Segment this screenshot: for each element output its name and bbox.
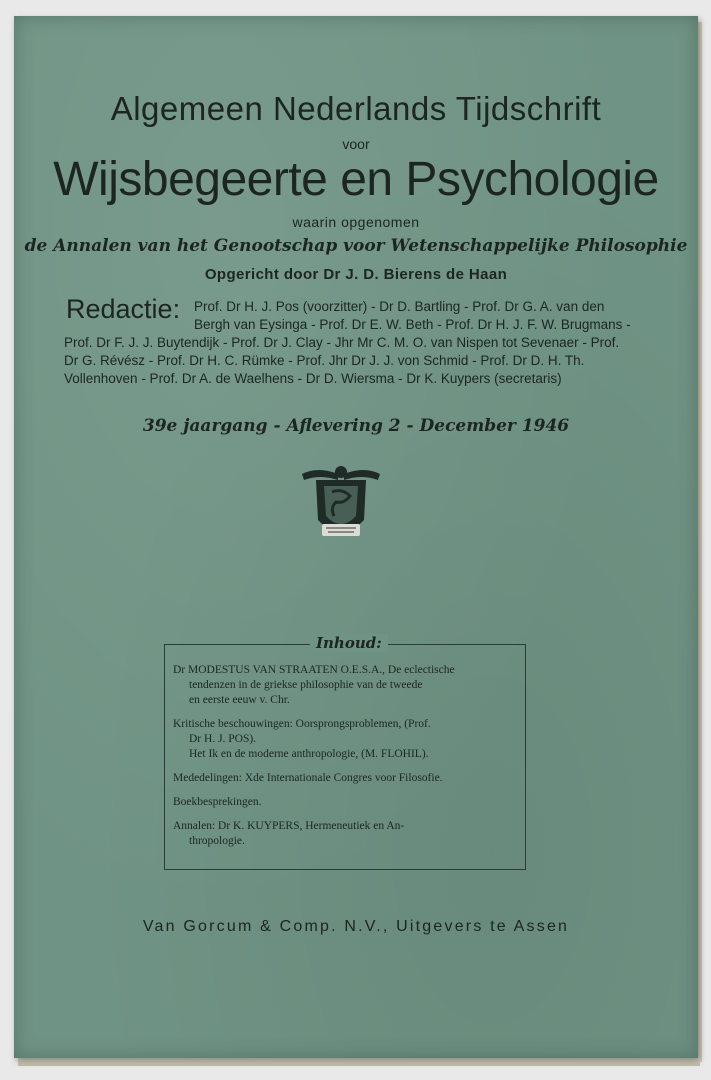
page-edge-bottom <box>18 1058 700 1066</box>
waarin-opgenomen: waarin opgenomen <box>292 214 420 230</box>
annalen-subtitle: de Annalen van het Genootschap voor Wetenschappelijke Philosophie <box>24 236 688 256</box>
redactie-line: Dr G. Révész - Prof. Dr H. C. Rümke - Prof. Jhr Dr J. J. von Schmid - Prof. Dr D. H. Th. <box>64 353 585 368</box>
redactie-line: Prof. Dr H. J. Pos (voorzitter) - Dr D. Bartling - Prof. Dr G. A. van den <box>194 299 605 314</box>
contents-entry <box>173 717 525 762</box>
page-edge <box>698 22 702 1062</box>
journal-title-line2: Wijsbegeerte en Psychologie <box>53 153 659 206</box>
contents-entry <box>173 771 525 786</box>
journal-title-voor: voor <box>342 136 370 152</box>
journal-cover <box>14 16 698 1058</box>
contents-entry-title: Mededelingen: Xde Internationale Congres voor Filosofie. <box>173 772 443 784</box>
contents-entry-continuation: Het Ik en de moderne anthropologie, (M. FLOHIL). <box>189 748 429 760</box>
contents-box <box>164 644 526 870</box>
contents-entry-title: Dr MODESTUS VAN STRAATEN O.E.S.A., De eclectische <box>173 664 455 676</box>
contents-entry-continuation: Dr H. J. POS). <box>189 733 257 745</box>
redactie-line: Prof. Dr F. J. J. Buytendijk - Prof. Dr J. Clay - Jhr Mr C. M. O. van Nispen tot Sevenaer - Prof. <box>64 335 620 350</box>
journal-title-line1: Algemeen Nederlands Tijdschrift <box>110 90 602 127</box>
redactie-label: Redactie: <box>66 294 181 324</box>
founder-line: Opgericht door Dr J. D. Bierens de Haan <box>204 266 508 283</box>
contents-entry-title: Kritische beschouwingen: Oorsprongsproblemen, (Prof. <box>173 718 431 730</box>
contents-entry <box>173 795 525 810</box>
contents-entry-continuation: thropologie. <box>189 835 245 847</box>
contents-entry-title: Annalen: Dr K. KUYPERS, Hermeneutiek en An- <box>173 820 405 832</box>
contents-entry-title: Boekbesprekingen. <box>173 796 262 808</box>
contents-entry-continuation: en eerste eeuw v. Chr. <box>189 694 290 706</box>
publisher-emblem-icon <box>298 462 384 548</box>
publisher-footer: Van Gorcum & Comp. N.V., Uitgevers te Assen <box>142 918 570 935</box>
contents-entry <box>173 819 525 849</box>
redactie-line: Vollenhoven - Prof. Dr A. de Waelhens - Dr D. Wiersma - Dr K. Kuypers (secretaris) <box>64 371 562 386</box>
issue-line: 39e jaargang - Aflevering 2 - December 1946 <box>142 416 570 436</box>
contents-entry-continuation: tendenzen in de griekse philosophie van de tweede <box>189 679 423 691</box>
contents-list <box>173 663 525 858</box>
inhoud-label: Inhoud: <box>310 634 388 652</box>
contents-entry <box>173 663 525 708</box>
redactie-line: Bergh van Eysinga - Prof. Dr E. W. Beth - Prof. Dr H. J. F. W. Brugmans - <box>194 317 631 332</box>
